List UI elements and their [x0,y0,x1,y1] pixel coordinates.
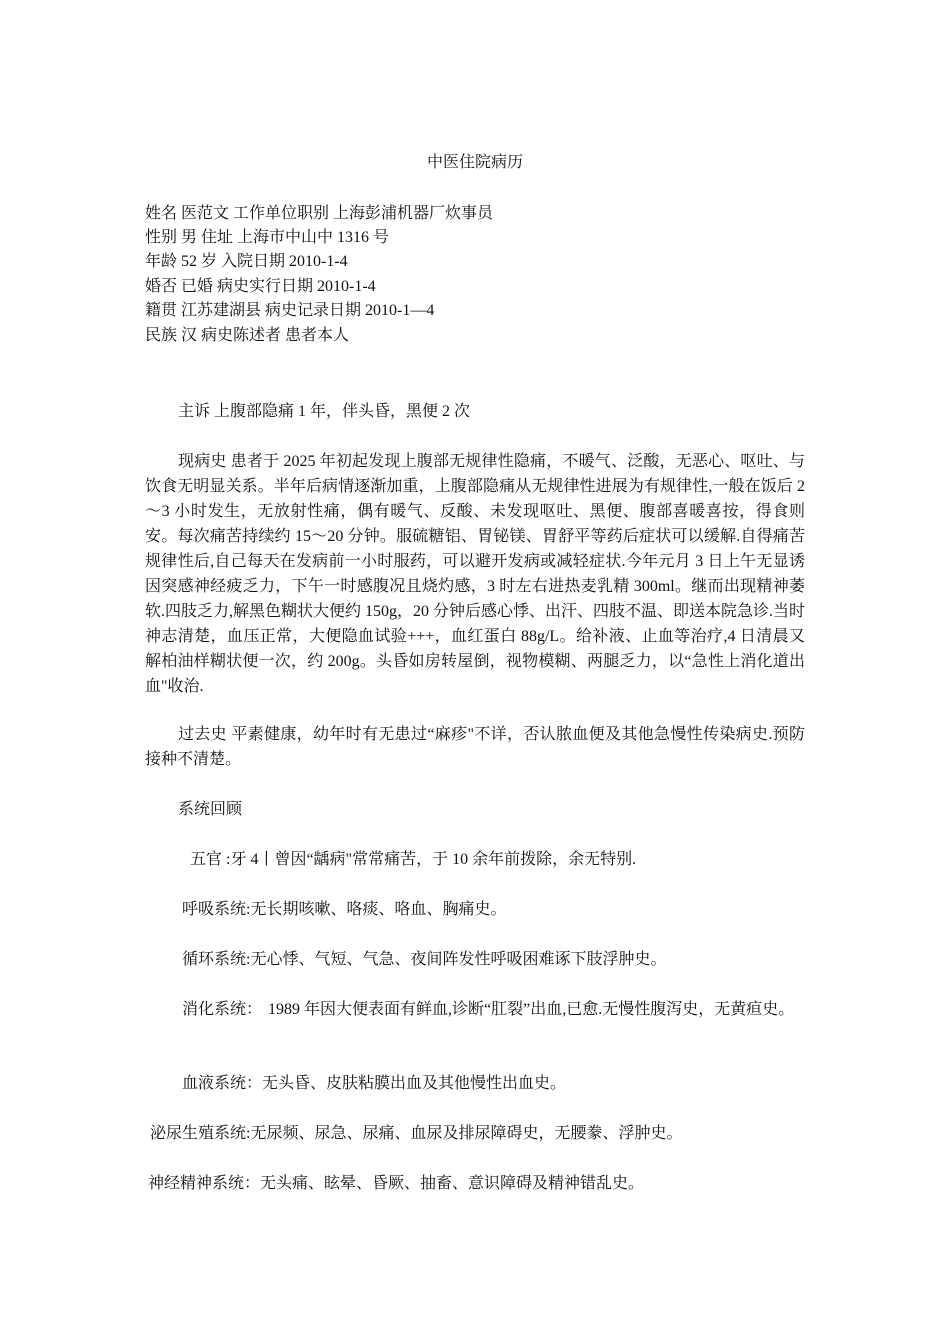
system-digestive-text: 1989 年因大便表面有鲜血,诊断“肛裂”出血,已愈.无慢性腹泻史，无黄疸史。 [268,1001,795,1018]
system-neuro: 神经精神系统：无头痛、眩晕、昏厥、抽畜、意识障碍及精神错乱史。 [148,1175,645,1192]
system-respiratory: 呼吸系统:无长期咳嗽、咯痰、咯血、胸痛史。 [182,901,507,918]
system-digestive-label: 消化系统： [182,1001,263,1018]
chief-complaint: 主诉 上腹部隐痛 1 年，伴头昏，黑便 2 次 [178,403,471,420]
info-line-birthplace: 籍贯 江苏建湖县 病史记录日期 2010-1—4 [145,302,435,319]
info-line-marriage: 婚否 已婚 病史实行日期 2010-1-4 [145,278,376,295]
present-illness-history: 现病史 患者于 2025 年初起发现上腹部无规律性隐痛，不暖气、泛酸，无恶心、呕吐、与饮食无明显关系。半年后病情逐渐加重，上腹部隐痛从无规律性进展为有规律性,一般在饭后 2～3 小时发生，无放射性痛，偶有暖气、反酸、未发现呕吐、黑便、腹部喜暖喜按，得食则安。每次痛苦持续约 15～20 分钟。服硫糖铝、胃铋镁、胃舒平等药后症状可以缓解.自得痛苦规律性后,自己每天在发病前一小时服药，可以避开发病或减轻症状.今年元月 3 日上午无显诱因突感神经疲乏力，下午一时感腹况且烧灼感，3 时左右进热麦乳精 300ml。继而出现精神萎软.四肢乏力,解黑色糊状大便约 150g，20 分钟后感心悸、出汗、四肢不温、即送本院急诊.当时神志清楚，血压正常，大便隐血试验+++，血红蛋白 88g/L。给补液、止血等治疗,4 日清晨又解柏油样糊状便一次，约 200g。头昏如房转屋倒，视物模糊、两腿乏力，以“急性上消化道出血"收治. [145,453,806,695]
document-title: 中医住院病历 [426,154,523,171]
system-facial: 五官 :牙 4丨曾因“龋病"常常痛苦，于 10 余年前拨除，余无特别. [190,851,637,868]
info-line-ethnicity: 民族 汉 病史陈述者 患者本人 [145,327,350,344]
info-line-age: 年龄 52 岁 入院日期 2010-1-4 [145,253,348,270]
info-line-gender: 性别 男 住址 上海市中山中 1316 号 [145,229,390,246]
info-line-name: 姓名 医范文 工作单位职别 上海彭浦机器厂炊事员 [145,205,494,222]
past-history: 过去史 平素健康，幼年时有无患过“麻疹"不详，否认脓血便及其他急慢性传染病史.预防接种不清楚。 [145,726,805,768]
system-urogenital: 泌尿生殖系统:无尿频、尿急、尿痛、血尿及排尿障碍史，无腰豢、浮肿史。 [150,1125,683,1142]
system-circulatory: 循环系统:无心悸、气短、气急、夜间阵发性呼吸困难诼下肢浮肿史。 [182,951,667,968]
system-blood: 血液系统：无头昏、皮肤粘膜出血及其他慢性出血史。 [182,1075,567,1092]
system-review-heading: 系统回顾 [178,801,243,818]
